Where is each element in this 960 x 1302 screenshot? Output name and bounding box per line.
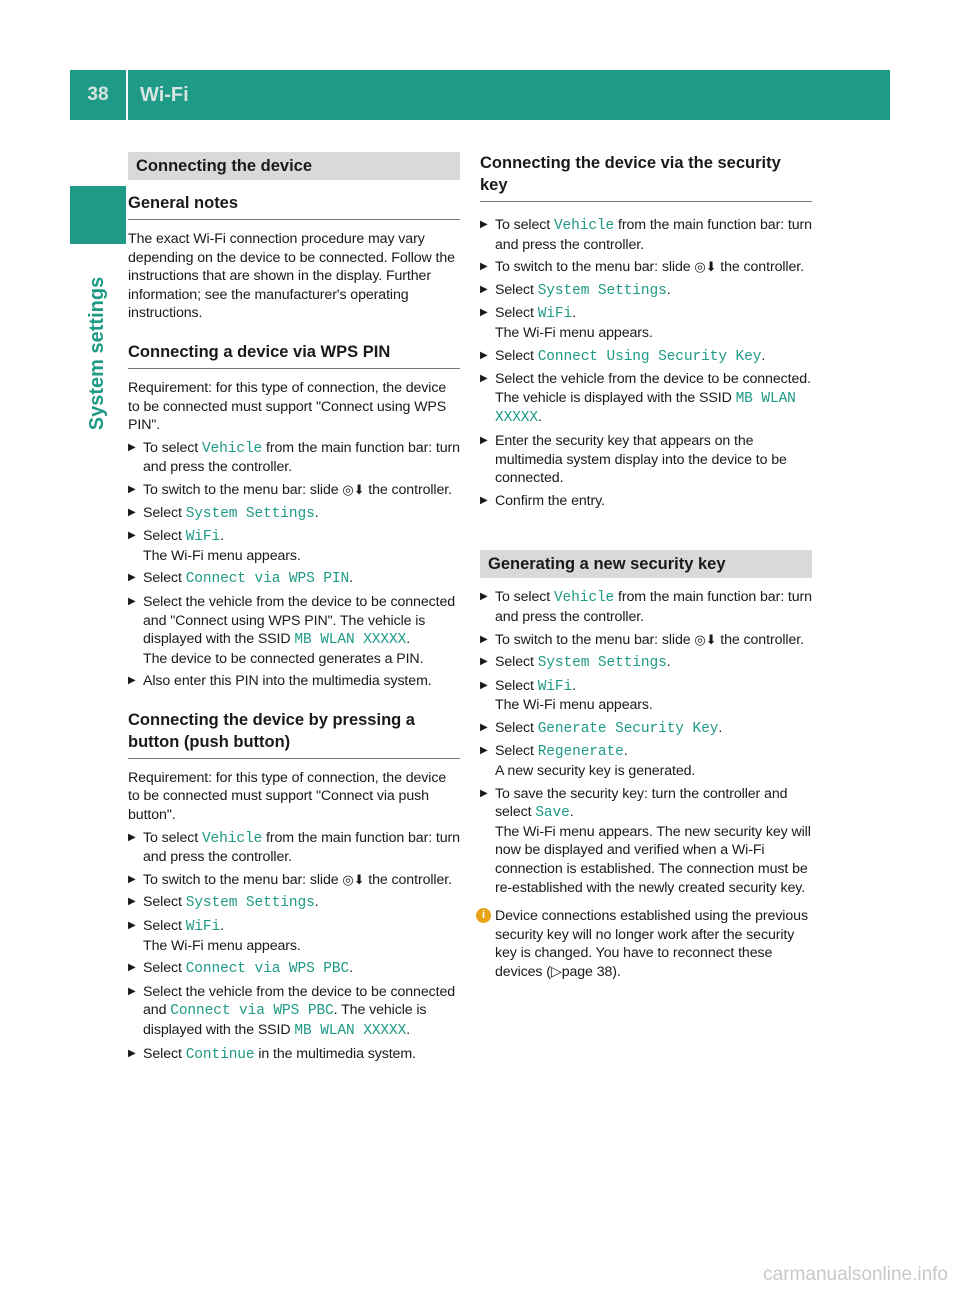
- step-item: ▶ To select Vehicle from the main function bar: turn and press the controller.: [480, 217, 812, 253]
- wps-pin-requirement: Requirement: for this type of connection, the device to be connected must support "Connect using WPS PIN".: [128, 379, 447, 434]
- menu-term: System Settings: [537, 282, 667, 299]
- ssid-term: MB WLAN XXXXX: [294, 632, 407, 649]
- page-reference-arrow-icon: ▷: [550, 964, 562, 980]
- menu-term: Vehicle: [553, 218, 615, 234]
- arrow-icon: ▶: [128, 873, 136, 885]
- step-item: ▶ To switch to the menu bar: slide ◎⬇ the controller.: [128, 481, 452, 498]
- step-item: ▶ Select System Settings.: [480, 654, 671, 672]
- menu-term: WiFi: [537, 306, 573, 323]
- menu-term: Regenerate: [537, 744, 624, 761]
- arrow-icon: ▶: [480, 787, 488, 799]
- step-item: ▶ Select Connect Using Security Key.: [480, 347, 766, 365]
- menu-term: Vehicle: [553, 590, 615, 607]
- info-icon: i: [476, 908, 491, 923]
- menu-term: WiFi: [185, 529, 221, 546]
- step-item: ▶ Confirm the entry.: [480, 492, 605, 509]
- menu-term: WiFi: [185, 919, 221, 936]
- arrow-icon: ▶: [480, 349, 488, 361]
- ssid-term: MB WLAN XXXXX: [294, 1023, 407, 1039]
- step-item: ▶ To select Vehicle from the main function bar: turn and press the controller.: [128, 439, 460, 476]
- heading-security-key: Connecting the device via the security key: [480, 152, 812, 202]
- arrow-icon: ▶: [480, 721, 488, 733]
- step-item: ▶ Select WiFi. The Wi-Fi menu appears.: [128, 528, 301, 564]
- ssid-term: MB WLAN XXXXX: [495, 390, 796, 427]
- side-tab-marker: [70, 186, 126, 244]
- arrow-icon: ▶: [128, 572, 136, 584]
- header-divider: [126, 70, 128, 120]
- info-note: i Device connections established using the previous security key will no longer work after the security key is changed. You have to reconnect these devices (▷page 38).: [480, 907, 812, 981]
- step-item: ▶ To switch to the menu bar: slide ◎⬇ the controller.: [480, 259, 804, 276]
- controller-slide-down-icon: ◎⬇: [342, 871, 365, 887]
- page-reference[interactable]: page 38: [561, 964, 613, 980]
- menu-term: Connect via WPS PBC: [170, 1003, 334, 1020]
- menu-term: Vehicle: [201, 440, 263, 457]
- arrow-icon: ▶: [480, 373, 488, 385]
- arrow-icon: ▶: [128, 896, 136, 908]
- arrow-icon: ▶: [128, 675, 136, 687]
- section-title-new-key: Generating a new security key: [480, 550, 812, 578]
- general-notes-text: The exact Wi-Fi connection procedure may vary depending on the device to be connected. Follow the instructions that are shown in the display. Further information; see the manufacturer's operating instructions.: [128, 231, 455, 322]
- arrow-icon: ▶: [480, 745, 488, 757]
- arrow-icon: ▶: [128, 1047, 136, 1059]
- controller-slide-down-icon: ◎⬇: [694, 631, 717, 647]
- step-item: ▶ Select the vehicle from the device to be connected. The vehicle is displayed with the SSID MB WLAN XXXXX.: [480, 371, 811, 427]
- step-item: ▶ Select System Settings.: [128, 894, 319, 912]
- step-item: ▶ Select Continue in the multimedia system.: [128, 1045, 416, 1063]
- arrow-icon: ▶: [480, 633, 488, 645]
- heading-push-button: Connecting the device by pressing a button (push button): [128, 709, 460, 759]
- step-item: ▶ Enter the security key that appears on the multimedia system display into the device to be connected.: [480, 432, 787, 487]
- step-item: ▶ Select WiFi. The Wi-Fi menu appears.: [128, 918, 301, 954]
- step-item: ▶ Select System Settings.: [480, 281, 671, 299]
- arrow-icon: ▶: [480, 283, 488, 295]
- step-item: ▶ Select System Settings.: [128, 504, 319, 522]
- menu-term: Generate Security Key: [537, 720, 719, 737]
- arrow-icon: ▶: [128, 595, 136, 607]
- page-title: Wi-Fi: [140, 84, 189, 106]
- arrow-icon: ▶: [480, 434, 488, 446]
- menu-term: Vehicle: [201, 830, 263, 847]
- menu-term: Connect via WPS PIN: [185, 571, 350, 588]
- step-item: ▶ To switch to the menu bar: slide ◎⬇ the controller.: [480, 631, 804, 648]
- step-item: ▶ Select WiFi. The Wi-Fi menu appears.: [480, 677, 653, 714]
- side-label: System settings: [86, 276, 109, 430]
- step-item: ▶ To select Vehicle from the main function bar: turn and press the controller.: [480, 589, 812, 625]
- arrow-icon: ▶: [128, 506, 136, 518]
- arrow-icon: ▶: [480, 494, 488, 506]
- heading-wps-pin: Connecting a device via WPS PIN: [128, 341, 460, 369]
- step-item: ▶ To switch to the menu bar: slide ◎⬇ the controller.: [128, 871, 452, 888]
- page-number: 38: [87, 84, 109, 105]
- arrow-icon: ▶: [128, 985, 136, 997]
- controller-slide-down-icon: ◎⬇: [342, 481, 365, 497]
- menu-term: Connect Using Security Key: [537, 348, 762, 365]
- menu-term: System Settings: [185, 505, 315, 522]
- arrow-icon: ▶: [128, 831, 136, 843]
- right-column: [480, 152, 812, 982]
- arrow-icon: ▶: [480, 591, 488, 603]
- step-item: ▶ Select Connect via WPS PBC.: [128, 960, 353, 978]
- arrow-icon: ▶: [480, 261, 488, 273]
- step-item: ▶ Select WiFi. The Wi-Fi menu appears.: [480, 305, 653, 341]
- menu-term: System Settings: [185, 895, 315, 912]
- arrow-icon: ▶: [480, 656, 488, 668]
- arrow-icon: ▶: [128, 483, 136, 495]
- step-item: ▶ Also enter this PIN into the multimedia system.: [128, 673, 432, 690]
- arrow-icon: ▶: [128, 530, 136, 542]
- menu-term: Continue: [185, 1046, 255, 1063]
- heading-general-notes: General notes: [128, 192, 460, 220]
- step-item: ▶ Select Regenerate. A new security key is generated.: [480, 743, 696, 780]
- step-item: ▶ To select Vehicle from the main function bar: turn and press the controller.: [128, 829, 460, 866]
- step-item: ▶ Select Generate Security Key.: [480, 719, 723, 737]
- arrow-icon: ▶: [128, 920, 136, 932]
- arrow-icon: ▶: [480, 679, 488, 691]
- controller-slide-down-icon: ◎⬇: [694, 259, 717, 275]
- push-button-requirement: Requirement: for this type of connection, the device to be connected must support "Connect via push button".: [128, 769, 447, 824]
- left-column: [128, 152, 460, 1064]
- menu-term: Save: [535, 805, 570, 822]
- menu-term: Connect via WPS PBC: [185, 961, 350, 978]
- header-bar: [70, 70, 890, 120]
- step-item: ▶ Select Connect via WPS PIN.: [128, 570, 353, 588]
- watermark: carmanualsonline.info: [763, 1264, 948, 1285]
- section-title-connecting: Connecting the device: [128, 152, 460, 180]
- step-item: ▶ Select the vehicle from the device to be connected and Connect via WPS PBC. The vehicle is displayed with the SSID MB WLAN XXXXX.: [128, 983, 456, 1039]
- menu-term: WiFi: [537, 678, 573, 695]
- arrow-icon: ▶: [128, 962, 136, 974]
- arrow-icon: ▶: [480, 307, 488, 319]
- step-item: ▶ Select the vehicle from the device to be connected and "Connect using WPS PIN". The vehicle is displayed with the SSID MB WLAN XXXXX. The device to be connected generates a PIN.: [128, 593, 456, 667]
- arrow-icon: ▶: [480, 219, 488, 230]
- arrow-icon: ▶: [128, 441, 136, 453]
- step-item: ▶ To save the security key: turn the controller and select Save. The Wi-Fi menu appears. The new security key will now be displayed and verified when a Wi-Fi connection is established. The connection must be re-established with the newly created security key.: [480, 785, 811, 896]
- menu-term: System Settings: [537, 655, 667, 672]
